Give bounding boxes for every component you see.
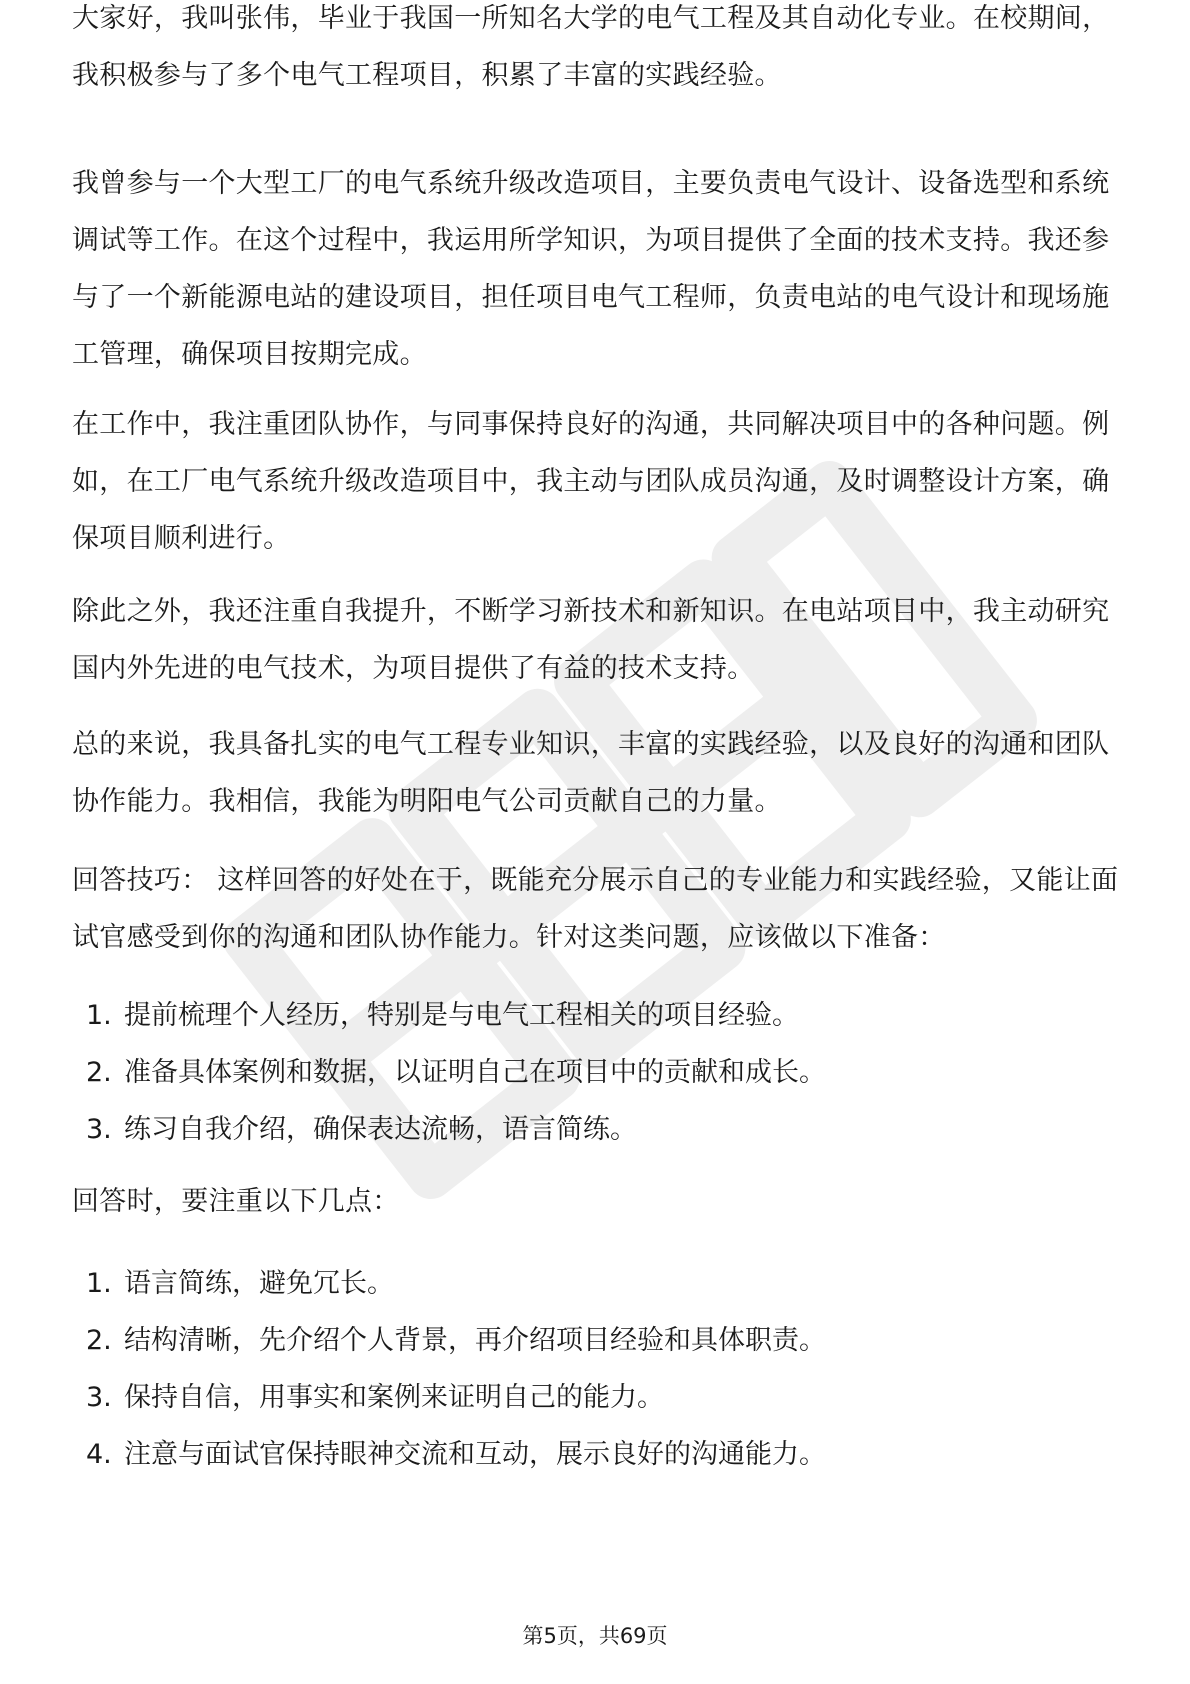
- list-text: 提前梳理个人经历，特别是与电气工程相关的项目经验。: [124, 1000, 799, 1031]
- list-number: 1.: [86, 1000, 112, 1031]
- list-text: 练习自我介绍，确保表达流畅，语言简练。: [124, 1114, 637, 1145]
- list-number: 4.: [86, 1439, 112, 1470]
- list-item: [72, 1255, 1122, 1312]
- list-number: 1.: [86, 1268, 112, 1299]
- list-number: 3.: [86, 1382, 112, 1413]
- list-item: [72, 1044, 1122, 1101]
- list-text: 注意与面试官保持眼神交流和互动，展示良好的沟通能力。: [124, 1439, 826, 1470]
- paragraph-summary: 总的来说，我具备扎实的电气工程专业知识，丰富的实践经验，以及良好的沟通和团队协作能力。我相信，我能为明阳电气公司贡献自己的力量。: [72, 729, 1110, 817]
- list-item: [72, 1312, 1122, 1369]
- paragraph-project-experience: 我曾参与一个大型工厂的电气系统升级改造项目，主要负责电气设计、设备选型和系统调试等工作。在这个过程中，我运用所学知识，为项目提供了全面的技术支持。我还参与了一个新能源电站的建设项目，担任项目电气工程师，负责电站的电气设计和现场施工管理，确保项目按期完成。: [72, 168, 1110, 370]
- list-text: 语言简练，避免冗长。: [124, 1268, 394, 1299]
- list-number: 2.: [86, 1057, 112, 1088]
- list-text: 准备具体案例和数据，以证明自己在项目中的贡献和成长。: [124, 1057, 826, 1088]
- list-item: [72, 1369, 1122, 1426]
- answer-points-list: [72, 1255, 1122, 1483]
- paragraph-intro: 大家好，我叫张伟，毕业于我国一所知名大学的电气工程及其自动化专业。在校期间，我积极参与了多个电气工程项目，积累了丰富的实践经验。: [72, 3, 1110, 91]
- list-number: 2.: [86, 1325, 112, 1356]
- paragraph-self-improvement: 除此之外，我还注重自我提升，不断学习新技术和新知识。在电站项目中，我主动研究国内外先进的电气技术，为项目提供了有益的技术支持。: [72, 596, 1110, 684]
- list-item: [72, 1101, 1122, 1158]
- list-item: [72, 1426, 1122, 1483]
- preparation-list: [72, 987, 1122, 1158]
- paragraph-teamwork: 在工作中，我注重团队协作，与同事保持良好的沟通，共同解决项目中的各种问题。例如，在工厂电气系统升级改造项目中，我主动与团队成员沟通，及时调整设计方案，确保项目顺利进行。: [72, 409, 1110, 554]
- list-text: 结构清晰，先介绍个人背景，再介绍项目经验和具体职责。: [124, 1325, 826, 1356]
- paragraph-answer-points-intro: 回答时，要注重以下几点：: [72, 1186, 400, 1217]
- list-number: 3.: [86, 1114, 112, 1145]
- list-item: [72, 987, 1122, 1044]
- paragraph-answer-tips: 回答技巧： 这样回答的好处在于，既能充分展示自己的专业能力和实践经验，又能让面试官感受到你的沟通和团队协作能力。针对这类问题，应该做以下准备：: [72, 865, 1119, 953]
- page-number-footer: 第5页，共69页: [522, 1624, 668, 1648]
- list-text: 保持自信，用事实和案例来证明自己的能力。: [124, 1382, 664, 1413]
